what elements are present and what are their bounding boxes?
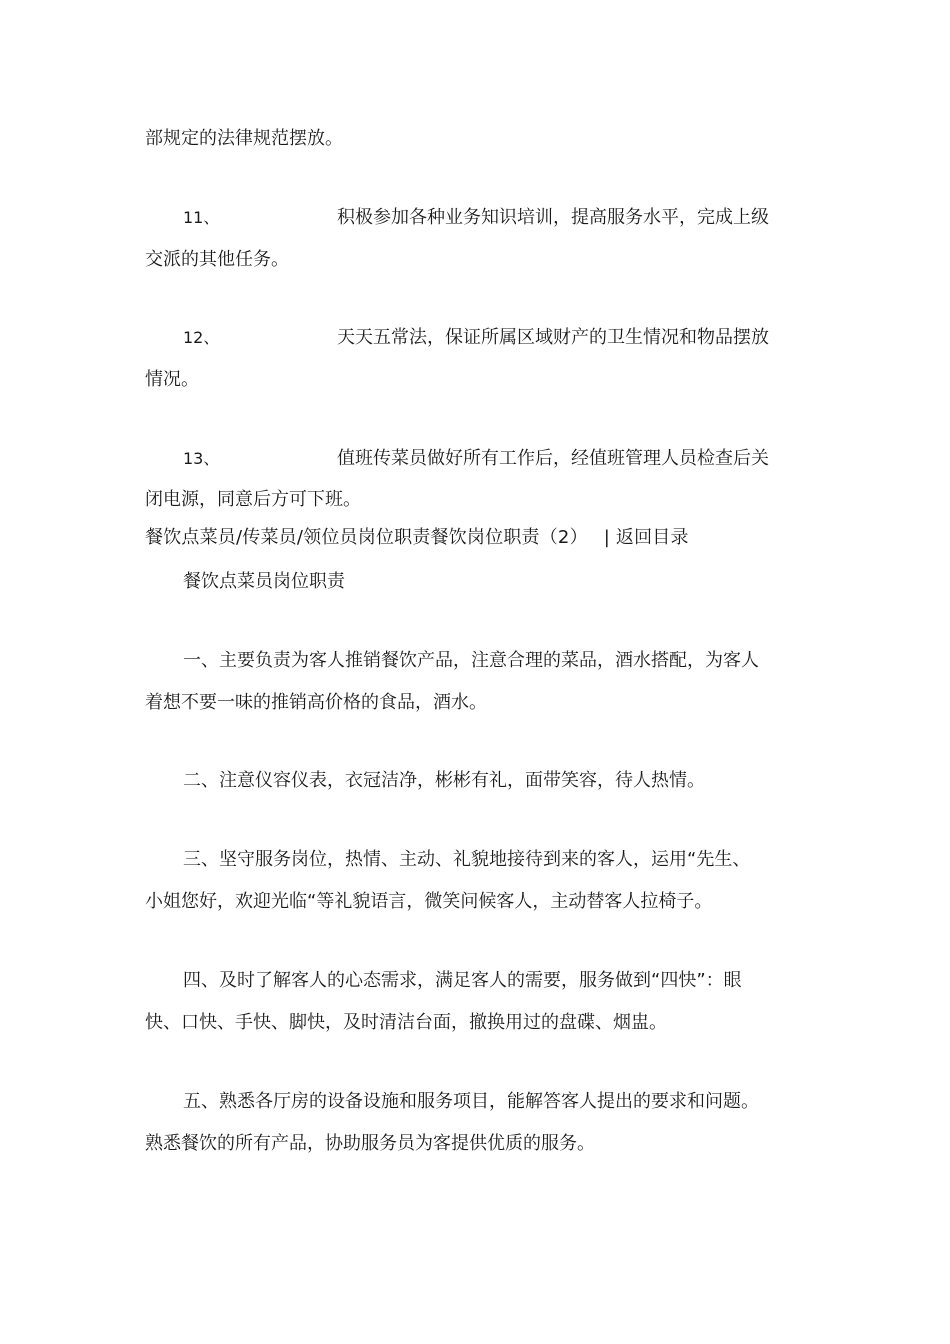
duty-1-line-1: 一、主要负责为客人推销餐饮产品，注意合理的菜品，酒水搭配，为客人 [183,650,759,671]
section-heading-text: 餐饮点菜员/传菜员/领位员岗位职责餐饮岗位职责（2） [145,527,588,548]
item-12-number: 12、 [183,328,220,347]
item-13-line-2: 闭电源，同意后方可下班。 [145,489,361,510]
item-11-line-1: 积极参加各种业务知识培训，提高服务水平，完成上级 [337,207,769,228]
section-heading [145,525,689,551]
item-10-continuation: 部规定的法律规范摆放。 [145,128,343,149]
duty-4-line-1: 四、及时了解客人的心态需求，满足客人的需要，服务做到“四快”：眼 [183,970,742,991]
item-11-line-2: 交派的其他任务。 [145,249,289,270]
duty-3-line-2: 小姐您好，欢迎光临“等礼貌语言，微笑问候客人，主动替客人拉椅子。 [145,891,713,912]
back-to-contents-link[interactable]: | 返回目录 [603,527,689,548]
item-13-number: 13、 [183,449,220,468]
section-subtitle: 餐饮点菜员岗位职责 [183,571,345,592]
duty-5-line-1: 五、熟悉各厅房的设备设施和服务项目，能解答客人提出的要求和问题。 [183,1091,759,1112]
duty-1-line-2: 着想不要一味的推销高价格的食品，酒水。 [145,692,487,713]
duty-3-line-1: 三、坚守服务岗位，热情、主动、礼貌地接待到来的客人，运用“先生、 [183,849,751,870]
duty-4-line-2: 快、口快、手快、脚快，及时清洁台面，撤换用过的盘碟、烟盅。 [145,1012,667,1033]
item-11-number: 11、 [183,208,220,227]
duty-2-line-1: 二、注意仪容仪表，衣冠洁净，彬彬有礼，面带笑容，待人热情。 [183,770,705,791]
duty-5-line-2: 熟悉餐饮的所有产品，协助服务员为客提供优质的服务。 [145,1133,595,1154]
item-12-line-2: 情况。 [145,369,199,390]
item-12-line-1: 天天五常法，保证所属区域财产的卫生情况和物品摆放 [337,327,769,348]
item-13-line-1: 值班传菜员做好所有工作后，经值班管理人员检查后关 [337,448,769,469]
